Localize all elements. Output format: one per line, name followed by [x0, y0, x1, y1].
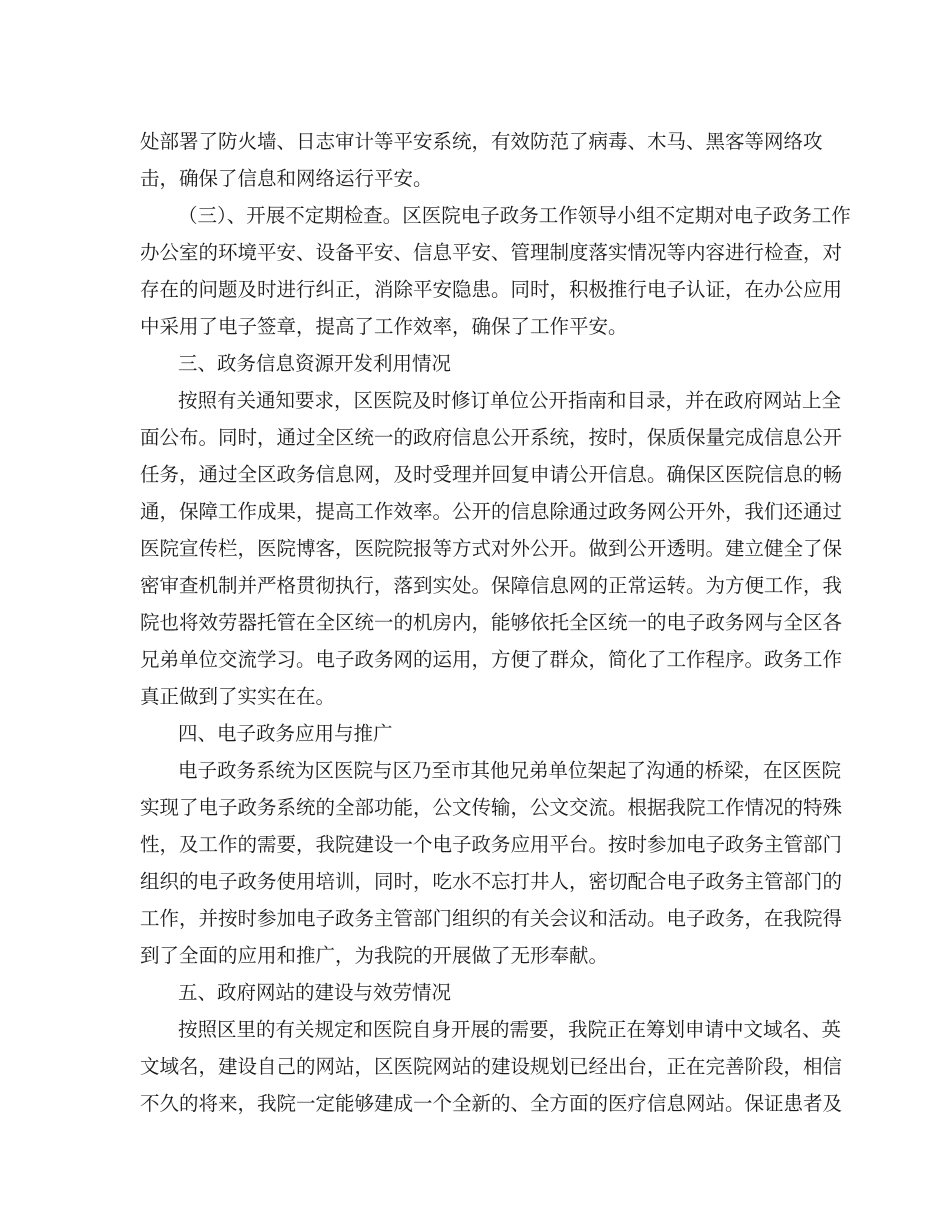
text-line: 击，确保了信息和网络运行平安。 [140, 167, 433, 190]
text-line: 按照区里的有关规定和医院自身开展的需要，我院正在筹划申请中文域名、英 [178, 1018, 842, 1041]
text-line: 电子政务系统为区医院与区乃至市其他兄弟单位架起了沟通的桥梁，在区医院 [178, 759, 842, 782]
section-heading: 三、政务信息资源开发利用情况 [178, 352, 452, 375]
text-line: 医院宣传栏，医院博客，医院院报等方式对外公开。做到公开透明。建立健全了保 [140, 537, 843, 560]
text-line: 文域名，建设自己的网站，区医院网站的建设规划已经出台，正在完善阶段，相信 [140, 1055, 843, 1078]
text-line: 不久的将来，我院一定能够建成一个全新的、全方面的医疗信息网站。保证患者及 [140, 1092, 843, 1115]
text-line: 院也将效劳器托管在全区统一的机房内，能够依托全区统一的电子政务网与全区各 [140, 611, 843, 634]
section-heading: 五、政府网站的建设与效劳情况 [178, 981, 452, 1004]
text-line: 通，保障工作成果，提高工作效率。公开的信息除通过政务网公开外，我们还通过 [140, 500, 843, 523]
section-heading: 四、电子政务应用与推广 [178, 722, 393, 745]
text-line: 中采用了电子签章，提高了工作效率，确保了工作平安。 [140, 315, 628, 338]
text-line: 处部署了防火墙、日志审计等平安系统，有效防范了病毒、木马、黑客等网络攻 [140, 130, 823, 153]
text-line: 组织的电子政务使用培训，同时，吃水不忘打井人，密切配合电子政务主管部门的 [140, 870, 843, 893]
text-line: 按照有关通知要求，区医院及时修订单位公开指南和目录，并在政府网站上全 [178, 389, 842, 412]
text-line: 工作，并按时参加电子政务主管部门组织的有关会议和活动。电子政务，在我院得 [140, 907, 843, 930]
text-line: 实现了电子政务系统的全部功能，公文传输，公文交流。根据我院工作情况的特殊 [140, 796, 843, 819]
text-line: 密审查机制并严格贯彻执行，落到实处。保障信息网的正常运转。为方便工作，我 [140, 574, 843, 597]
text-line: （三）、开展不定期检查。区医院电子政务工作领导小组不定期对电子政务工作 [178, 204, 851, 227]
text-line: 面公布。同时，通过全区统一的政府信息公开系统，按时，保质保量完成信息公开 [140, 426, 843, 449]
text-line: 到了全面的应用和推广，为我院的开展做了无形奉献。 [140, 944, 609, 967]
text-line: 办公室的环境平安、设备平安、信息平安、管理制度落实情况等内容进行检查，对 [140, 241, 843, 264]
text-line: 存在的问题及时进行纠正，消除平安隐患。同时，积极推行电子认证，在办公应用 [140, 278, 843, 301]
text-line: 真正做到了实实在在。 [140, 685, 336, 708]
text-line: 兄弟单位交流学习。电子政务网的运用，方便了群众，简化了工作程序。政务工作 [140, 648, 843, 671]
text-line: 性，及工作的需要，我院建设一个电子政务应用平台。按时参加电子政务主管部门 [140, 833, 843, 856]
text-line: 任务，通过全区政务信息网，及时受理并回复申请公开信息。确保区医院信息的畅 [140, 463, 843, 486]
